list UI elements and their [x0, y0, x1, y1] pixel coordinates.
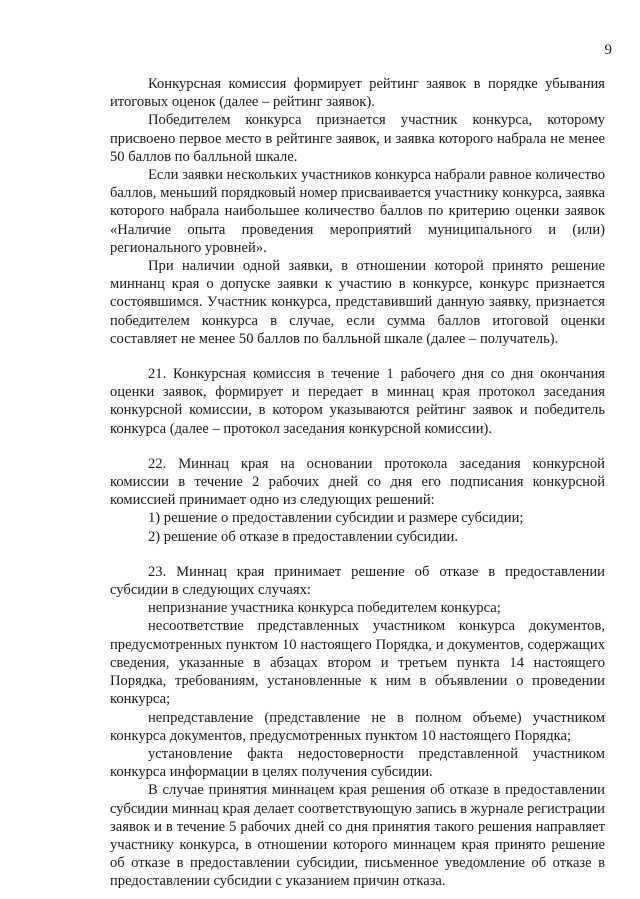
list-item-documents-missing: непредставление (представление не в полном объеме) участником конкурса документов, предусмотренных пунктом 10 настоящего Порядка; — [110, 709, 605, 744]
paragraph-refusal-notice: В случае принятия миннацем края решения об отказе в предоставлении субсидии миннац края делает соответствующую запись в журнале регистрации заявок и в течение 5 рабочих дней со дня принятия такого решения направляет участнику конкурса, в отношении которого миннацем края принято решение об отказе в предоставлении субсидии, письменное уведомление об отказе в предоставлении субсидии с указанием причин отказа. — [110, 782, 605, 890]
list-item-false-information: установление факта недостоверности представленной участником конкурса информации в целях получения субсидии. — [110, 745, 605, 781]
paragraph-single-application: При наличии одной заявки, в отношении которой принято решение миннанц края о допуске заявки к участию в конкурсе, конкурс признается состоявшимся. Участник конкурса, представивший данную заявку, признается победителем конкурса в случае, если сумма баллов итоговой оценки составляет не менее 50 баллов по балльной шкале (далее – получатель). — [110, 258, 605, 347]
paragraph-clause-23: 23. Миннац края принимает решение об отказе в предоставлении субсидии в следующих случаях: — [110, 563, 605, 599]
list-item-not-winner: непризнание участника конкурса победителем конкурса; — [148, 600, 501, 617]
paragraph-rating-formation: Конкурсная комиссия формирует рейтинг заявок в порядке убывания итоговых оценок (далее – рейтинг заявок). — [110, 76, 605, 111]
paragraph-clause-21: 21. Конкурсная комиссия в течение 1 рабочего дня со дня окончания оценки заявок, формирует и передает в миннац края протокол заседания конкурсной комиссии, в котором указываются рейтинг заявок и победитель конкурса (далее – протокол заседания конкурсной комиссии). — [110, 366, 605, 437]
list-item-documents-mismatch: несоответствие представленных участником конкурса документов, предусмотренных пунктом 10 настоящего Порядка, и документов, содержащих сведения, указанные в абзацах втором и третьем пункта 14 настоящего Порядка, требованиям, установленные к ним в объявлении о проведении конкурса; — [110, 618, 605, 708]
paragraph-equal-scores: Если заявки нескольких участников конкурса набрали равное количество баллов, меньший порядковый номер присваивается участнику конкурса, заявка которого набрала наибольшее количество баллов по критерию оценки заявок «Наличие опыта проведения мероприятий муниципального и (или) регионального уровней». — [110, 167, 605, 256]
list-item-decision-grant: 1) решение о предоставлении субсидии и размере субсидии; — [148, 510, 524, 527]
paragraph-winner-definition: Победителем конкурса признается участник конкурса, которому присвоено первое место в рейтинге заявок, и заявка которого набрала не менее 50 баллов по балльной шкале. — [110, 112, 605, 165]
list-item-decision-refusal: 2) решение об отказе в предоставлении субсидии. — [148, 528, 458, 545]
page-number: 9 — [604, 42, 612, 58]
paragraph-clause-22: 22. Миннац края на основании протокола заседания конкурсной комиссии в течение 2 рабочих дней со дня его подписания конкурсной комиссией принимает одно из следующих решений: — [110, 455, 605, 509]
document-body — [110, 75, 605, 891]
